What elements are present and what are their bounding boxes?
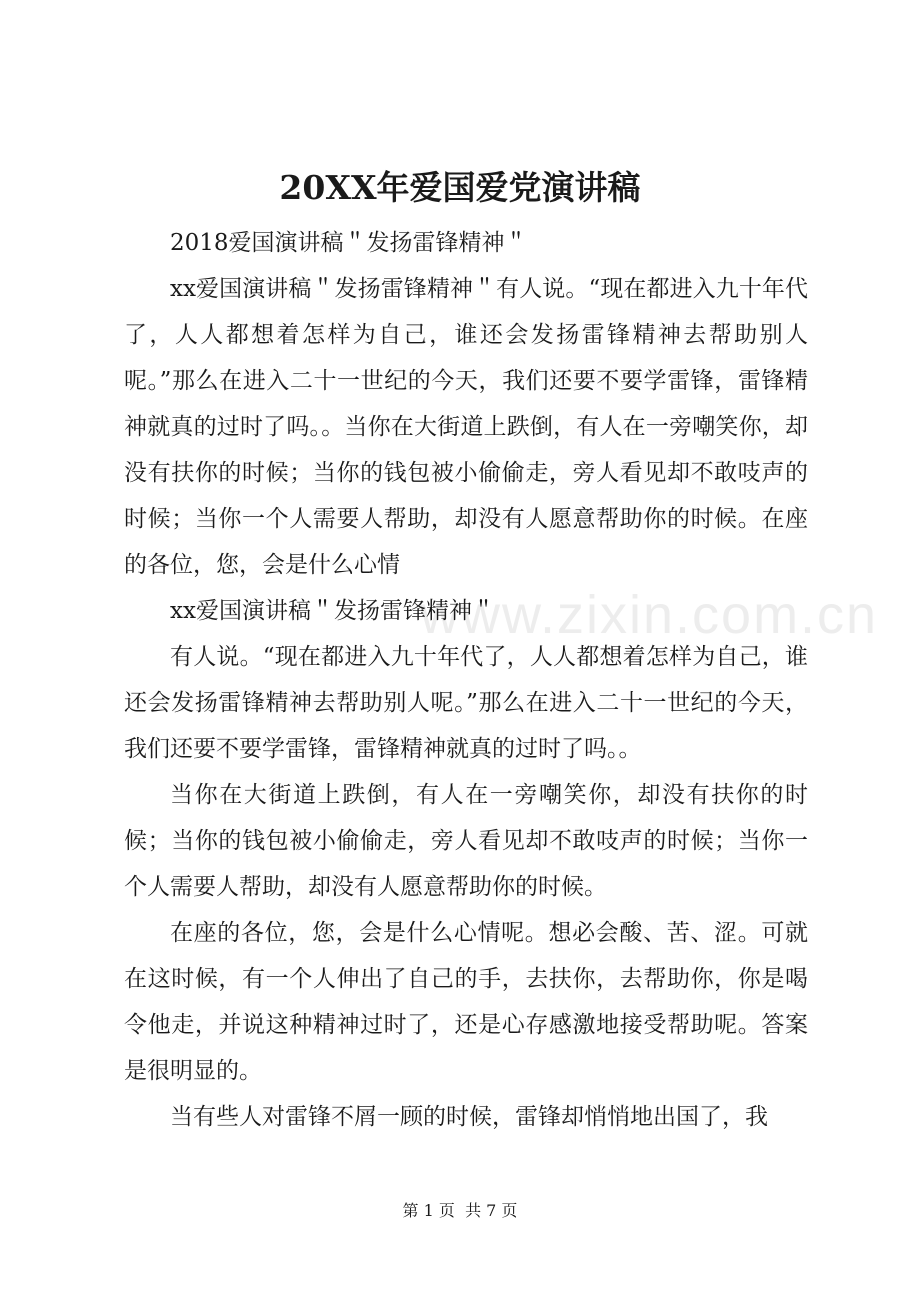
document-title: 20XX年爱国爱党演讲稿	[279, 168, 641, 207]
paragraph-1: 2018爱国演讲稿＂发扬雷锋精神＂	[170, 230, 528, 256]
paragraph-5: 当你在大街道上跌倒，有人在一旁嘲笑你，却没有扶你的时候；当你的钱包被小偷偷走，旁人看见却不敢吱声的时候；当你一个人需要人帮助，却没有人愿意帮助你的时候。	[124, 782, 808, 900]
paragraph-2: xx爱国演讲稿＂发扬雷锋精神＂有人说。“现在都进入九十年代了，人人都想着怎样为自己，谁还会发扬雷锋精神去帮助别人呢。”那么在进入二十一世纪的今天，我们还要不要学雷锋，雷锋精神就真的过时了吗。。当你在大街道上跌倒，有人在一旁嘲笑你，却没有扶你的时候；当你的钱包被小偷偷走，旁人看见却不敢吱声的时候；当你一个人需要人帮助，却没有人愿意帮助你的时候。在座的各位，您，会是什么心情	[124, 276, 808, 578]
page-footer	[0, 1199, 920, 1223]
paragraph-7: 当有些人对雷锋不屑一顾的时候，雷锋却悄悄地出国了，我	[170, 1104, 768, 1130]
paragraph-4: 有人说。“现在都进入九十年代了，人人都想着怎样为自己，谁还会发扬雷锋精神去帮助别人呢。”那么在进入二十一世纪的今天，我们还要不要学雷锋，雷锋精神就真的过时了吗。。	[124, 644, 808, 762]
watermark: www.zixin.com.cn	[420, 585, 879, 645]
paragraph-3: xx爱国演讲稿＂发扬雷锋精神＂	[170, 598, 495, 624]
document-body	[124, 220, 808, 1140]
page-number: 第 1 页 共 7 页	[402, 1201, 518, 1220]
paragraph-6: 在座的各位，您，会是什么心情呢。想必会酸、苦、涩。可就在这时候，有一个人伸出了自己的手，去扶你，去帮助你，你是喝令他走，并说这种精神过时了，还是心存感激地接受帮助呢。答案是很明显的。	[124, 920, 808, 1084]
